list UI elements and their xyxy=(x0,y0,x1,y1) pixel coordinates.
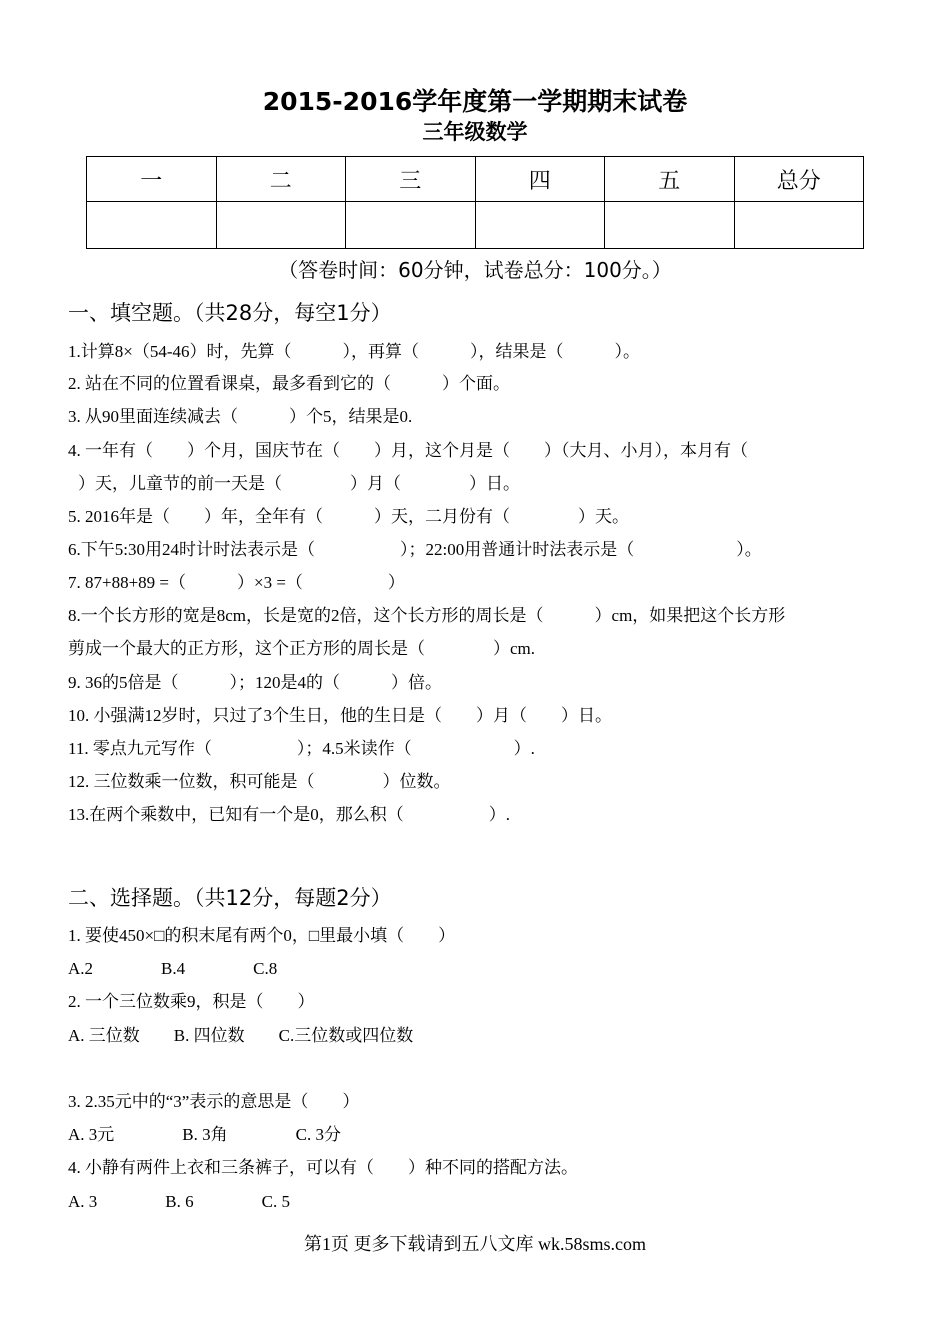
question-line: 9. 36的5倍是（ ）；120是4的（ ）倍。 xyxy=(68,673,442,692)
score-cell-5 xyxy=(605,202,735,249)
question-line-continued: 剪成一个最大的正方形，这个正方形的周长是（ ）cm. xyxy=(68,639,536,658)
question-line: 8.一个长方形的宽是8cm，长是宽的2倍，这个长方形的周长是（ ）cm，如果把这个长方形 xyxy=(68,606,786,625)
question-line: 3. 从90里面连续减去（ ）个5，结果是0. xyxy=(68,407,413,426)
question-line: 2. 一个三位数乘9，积是（ ） xyxy=(68,992,315,1011)
question-line: 13.在两个乘数中，已知有一个是0，那么积（ ）. xyxy=(68,805,510,824)
exam-note: （答卷时间：60分钟，试卷总分：100分。） xyxy=(278,258,672,282)
question-line-continued: ）天，儿童节的前一天是（ ）月（ ）日。 xyxy=(78,474,520,493)
option-line: A. 三位数 B. 四位数 C.三位数或四位数 xyxy=(68,1026,414,1045)
question-line: 3. 2.35元中的“3”表示的意思是（ ） xyxy=(68,1092,360,1111)
score-header-total: 总分 xyxy=(734,157,864,202)
question-line: 7. 87+88+89 =（ ）×3 =（ ） xyxy=(68,573,405,592)
question-line: 6.下午5:30用24时计时法表示是（ ）；22:00用普通计时法表示是（ ）。 xyxy=(68,540,762,559)
score-table-header-row xyxy=(87,157,864,202)
question-line: 10. 小强满12岁时，只过了3个生日，他的生日是（ ）月（ ）日。 xyxy=(68,706,612,725)
option-line: A. 3 B. 6 C. 5 xyxy=(68,1192,290,1211)
score-header-3: 三 xyxy=(346,157,476,202)
score-header-4: 四 xyxy=(475,157,605,202)
score-cell-2 xyxy=(216,202,346,249)
exam-subtitle: 三年级数学 xyxy=(422,120,528,144)
question-line: 12. 三位数乘一位数，积可能是（ ）位数。 xyxy=(68,772,451,791)
option-line: A.2 B.4 C.8 xyxy=(68,959,278,978)
score-header-5: 五 xyxy=(605,157,735,202)
score-cell-1 xyxy=(87,202,217,249)
question-line: 2. 站在不同的位置看课桌，最多看到它的（ ）个面。 xyxy=(68,374,510,393)
score-cell-3 xyxy=(346,202,476,249)
question-line: 4. 小静有两件上衣和三条裤子，可以有（ ）种不同的搭配方法。 xyxy=(68,1158,578,1177)
score-cell-4 xyxy=(475,202,605,249)
score-header-2: 二 xyxy=(216,157,346,202)
question-line: 1.计算8×（54-46）时，先算（ ），再算（ ），结果是（ ）。 xyxy=(68,342,640,361)
question-line: 5. 2016年是（ ）年，全年有（ ）天，二月份有（ ）天。 xyxy=(68,507,629,526)
option-line: A. 3元 B. 3角 C. 3分 xyxy=(68,1125,341,1144)
section2-heading: 二、选择题。（共12分，每题2分） xyxy=(68,886,392,910)
score-cell-total xyxy=(734,202,864,249)
score-table-score-row xyxy=(87,202,864,249)
score-table xyxy=(86,156,864,249)
question-line: 4. 一年有（ ）个月，国庆节在（ ）月，这个月是（ ）（大月、小月），本月有（ xyxy=(68,441,748,460)
question-line: 11. 零点九元写作（ ）；4.5米读作（ ）. xyxy=(68,739,535,758)
page-footer: 第1页 更多下载请到五八文库 wk.58sms.com xyxy=(304,1234,646,1254)
score-header-1: 一 xyxy=(87,157,217,202)
exam-title: 2015-2016学年度第一学期期末试卷 xyxy=(262,87,688,116)
question-line: 1. 要使450×□的积末尾有两个0，□里最小填（ ） xyxy=(68,926,456,945)
section1-heading: 一、填空题。（共28分，每空1分） xyxy=(68,301,392,325)
